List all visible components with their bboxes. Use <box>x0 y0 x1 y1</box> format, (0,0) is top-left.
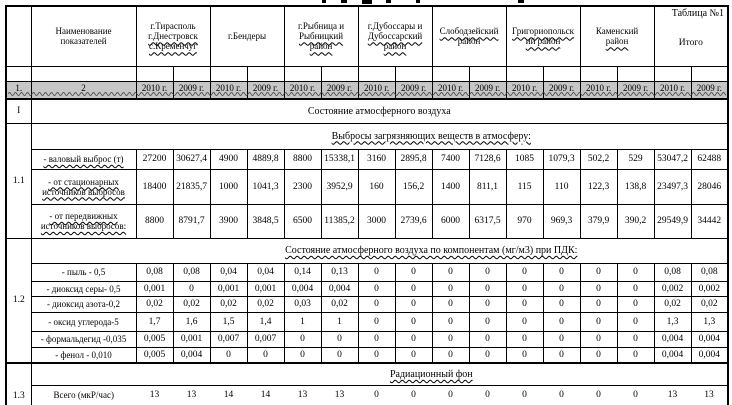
column-group-header <box>210 6 284 66</box>
value-cell: 2739,6 <box>395 204 432 238</box>
column-group-label-line: район <box>383 41 407 52</box>
value-cell: 0 <box>506 385 543 405</box>
value-cell: 390,2 <box>617 204 654 238</box>
value-cell: 1,4 <box>247 312 284 331</box>
row-label <box>31 347 136 363</box>
section-title <box>31 363 728 385</box>
value-cell: 0 <box>543 347 580 363</box>
section-title-text: Состояние атмосферного воздуха <box>307 105 451 117</box>
value-cell: 0,001 <box>247 281 284 296</box>
value-cell: 1000 <box>210 169 247 204</box>
column-group-label-line: Дубоссарский <box>367 31 423 42</box>
year-header-cell: 2009 г. <box>691 81 728 99</box>
value-cell: 0 <box>543 263 580 281</box>
row-label <box>31 312 136 331</box>
section-title <box>31 238 728 263</box>
empty-split-cell <box>580 66 617 81</box>
value-cell: 122,3 <box>580 169 617 204</box>
value-cell: 0 <box>617 296 654 312</box>
value-cell: 0,02 <box>654 296 691 312</box>
value-cell: 0,004 <box>691 331 728 347</box>
column-group-label-line: г.Днестровск <box>148 31 198 42</box>
value-cell: 0 <box>395 263 432 281</box>
column-group-header <box>136 6 210 66</box>
header-row-groups <box>6 6 728 66</box>
empty-split-cell <box>506 66 543 81</box>
value-cell: 0 <box>617 385 654 405</box>
year-header-cell: 2010 г. <box>654 81 691 99</box>
row-label-text: - пыль - 0,5 <box>61 267 106 277</box>
header-row-splits <box>6 66 728 81</box>
value-cell: 0 <box>580 296 617 312</box>
value-cell: 0,001 <box>210 281 247 296</box>
value-cell: 0 <box>580 385 617 405</box>
value-cell: 0,02 <box>321 296 358 312</box>
section-title-row <box>6 238 728 263</box>
value-cell: 0 <box>543 331 580 347</box>
value-cell: 0 <box>432 296 469 312</box>
value-cell: 0 <box>321 347 358 363</box>
value-cell: 0,08 <box>136 263 173 281</box>
row-label <box>31 385 136 405</box>
value-cell: 0,004 <box>691 347 728 363</box>
value-cell: 3160 <box>358 149 395 169</box>
empty-split-cell <box>321 66 358 81</box>
empty-split-cell <box>210 66 247 81</box>
value-cell: 0,007 <box>210 331 247 347</box>
value-cell: 0 <box>432 331 469 347</box>
value-cell: 0 <box>395 281 432 296</box>
value-cell: 1 <box>321 312 358 331</box>
value-cell: 0 <box>506 312 543 331</box>
value-cell: 0 <box>432 263 469 281</box>
value-cell: 0 <box>395 312 432 331</box>
value-cell: 13 <box>691 385 728 405</box>
column-group-label-line: Григориопольск <box>512 26 574 37</box>
value-cell: 0,04 <box>247 263 284 281</box>
column-group-header <box>580 6 654 66</box>
value-cell: 29549,9 <box>654 204 691 238</box>
value-cell: 7400 <box>432 149 469 169</box>
value-cell: 0 <box>395 331 432 347</box>
column-group-label-line: район <box>309 41 333 52</box>
value-cell: 0,14 <box>284 263 321 281</box>
value-cell: 4900 <box>210 149 247 169</box>
row-number-column-header <box>6 6 31 66</box>
row-label <box>31 263 136 281</box>
empty-split-cell <box>469 66 506 81</box>
value-cell: 0 <box>469 312 506 331</box>
year-header-cell: 2010 г. <box>506 81 543 99</box>
value-cell: 0 <box>358 331 395 347</box>
value-cell: 0,08 <box>654 263 691 281</box>
column-index-row <box>6 81 728 99</box>
row-label-text: - диоксид азота-0,2 <box>46 299 121 309</box>
value-cell: 0 <box>358 312 395 331</box>
year-header-cell: 2009 г. <box>173 81 210 99</box>
value-cell: 21835,7 <box>173 169 210 204</box>
year-header-cell: 2010 г. <box>432 81 469 99</box>
value-cell: 1,3 <box>654 312 691 331</box>
value-cell: 0 <box>543 385 580 405</box>
value-cell: 13 <box>173 385 210 405</box>
year-header-cell: 2010 г. <box>580 81 617 99</box>
value-cell: 0 <box>543 312 580 331</box>
data-row <box>6 263 728 281</box>
value-cell: 0 <box>469 331 506 347</box>
column-group-label-line: г.Дубоссары и <box>367 21 423 32</box>
value-cell: 0 <box>580 331 617 347</box>
year-header-cell: 2010 г. <box>136 81 173 99</box>
row-label-text: - валовый выброс (т) <box>43 154 124 164</box>
value-cell: 0 <box>580 263 617 281</box>
value-cell: 138,8 <box>617 169 654 204</box>
value-cell: 0 <box>284 347 321 363</box>
value-cell: 2300 <box>284 169 321 204</box>
data-row <box>6 312 728 331</box>
value-cell: 7128,6 <box>469 149 506 169</box>
value-cell: 0,13 <box>321 263 358 281</box>
value-cell: 0 <box>284 331 321 347</box>
value-cell: 1079,3 <box>543 149 580 169</box>
value-cell: 0,004 <box>321 281 358 296</box>
value-cell: 6500 <box>284 204 321 238</box>
section-number: 1.1 <box>6 123 31 238</box>
year-header-cell: 2009 г. <box>321 81 358 99</box>
value-cell: 23497,3 <box>654 169 691 204</box>
column-group-label-line: Каменский <box>595 26 639 37</box>
value-cell: 3952,9 <box>321 169 358 204</box>
value-cell: 0,02 <box>136 296 173 312</box>
value-cell: 379,9 <box>580 204 617 238</box>
year-header-cell: 2009 г. <box>395 81 432 99</box>
value-cell: 11385,2 <box>321 204 358 238</box>
value-cell: 0,004 <box>654 331 691 347</box>
column-group-label-line: район <box>605 36 629 47</box>
value-cell: 0 <box>580 312 617 331</box>
indicator-column-header: Наименование показателей <box>31 6 136 66</box>
value-cell: 0 <box>432 312 469 331</box>
value-cell: 1,6 <box>173 312 210 331</box>
value-cell: 2895,8 <box>395 149 432 169</box>
value-cell: 0 <box>469 347 506 363</box>
index-cell: 1. <box>6 81 31 99</box>
value-cell: 0,08 <box>691 263 728 281</box>
value-cell: 0 <box>395 296 432 312</box>
value-cell: 8791,7 <box>173 204 210 238</box>
value-cell: 0,004 <box>173 347 210 363</box>
value-cell: 0 <box>173 281 210 296</box>
year-header-cell: 2010 г. <box>284 81 321 99</box>
section-title-text: Радиационный фон <box>389 368 473 380</box>
value-cell: 13 <box>284 385 321 405</box>
value-cell: 0,004 <box>654 347 691 363</box>
column-group-label-line: Слободзейский <box>439 26 499 37</box>
section-title-text: Выбросы загрязняющих веществ в атмосферу: <box>331 130 531 142</box>
data-row <box>6 385 728 405</box>
year-header-cell: 2009 г. <box>247 81 284 99</box>
value-cell: 28046 <box>691 169 728 204</box>
value-cell: 969,3 <box>543 204 580 238</box>
value-cell: 0 <box>580 281 617 296</box>
year-header-cell: 2009 г. <box>469 81 506 99</box>
value-cell: 115 <box>506 169 543 204</box>
data-row <box>6 331 728 347</box>
value-cell: 0 <box>358 281 395 296</box>
value-cell: 0,04 <box>210 263 247 281</box>
value-cell: 1,3 <box>691 312 728 331</box>
value-cell: 0 <box>617 312 654 331</box>
row-label-text: - диоксид серы- 0,5 <box>46 283 121 294</box>
value-cell: 0,001 <box>136 281 173 296</box>
column-group-label-line: г.Тирасполь <box>150 21 196 32</box>
value-cell: 0 <box>358 296 395 312</box>
value-cell: 0 <box>469 263 506 281</box>
value-cell: 8800 <box>284 149 321 169</box>
row-label <box>31 169 136 204</box>
value-cell: 4889,8 <box>247 149 284 169</box>
empty-split-cell <box>247 66 284 81</box>
value-cell: 811,1 <box>469 169 506 204</box>
row-label <box>31 204 136 238</box>
column-group-header <box>432 6 506 66</box>
data-row <box>6 169 728 204</box>
section-number: 1.3 <box>6 363 31 405</box>
column-group-label-line: г.Бендеры <box>228 31 267 42</box>
section-number: I <box>6 99 31 123</box>
row-label <box>31 281 136 296</box>
value-cell: 0 <box>432 385 469 405</box>
data-row <box>6 281 728 296</box>
value-cell: 0 <box>543 296 580 312</box>
data-row <box>6 204 728 238</box>
value-cell: 30627,4 <box>173 149 210 169</box>
empty-split-cell <box>543 66 580 81</box>
value-cell: 529 <box>617 149 654 169</box>
column-group-label-line: г.Рыбница и <box>297 21 345 32</box>
value-cell: 0,03 <box>284 296 321 312</box>
report-table <box>5 5 729 405</box>
value-cell: 110 <box>543 169 580 204</box>
section-title <box>31 99 728 123</box>
value-cell: 13 <box>136 385 173 405</box>
value-cell: 0,004 <box>284 281 321 296</box>
data-row <box>6 347 728 363</box>
empty-split-cell <box>432 66 469 81</box>
value-cell: 15338,1 <box>321 149 358 169</box>
value-cell: 0,005 <box>136 331 173 347</box>
value-cell: 0 <box>395 385 432 405</box>
row-label-text: - фенол - 0,010 <box>55 349 112 360</box>
empty-split-cell <box>173 66 210 81</box>
row-label <box>31 296 136 312</box>
value-cell: 0 <box>469 385 506 405</box>
value-cell: 6317,5 <box>469 204 506 238</box>
value-cell: 0 <box>617 347 654 363</box>
index-cell: 2 <box>31 81 136 99</box>
value-cell: 13 <box>654 385 691 405</box>
value-cell: 3000 <box>358 204 395 238</box>
value-cell: 0 <box>210 347 247 363</box>
empty-split-cell <box>395 66 432 81</box>
value-cell: 970 <box>506 204 543 238</box>
column-group-header <box>284 6 358 66</box>
value-cell: 0 <box>617 263 654 281</box>
value-cell: 0,02 <box>247 296 284 312</box>
section-number: 1.2 <box>6 238 31 363</box>
value-cell: 34442 <box>691 204 728 238</box>
empty-split-cell <box>31 66 136 81</box>
column-group-label-line: ий район <box>525 36 561 47</box>
value-cell: 0 <box>543 281 580 296</box>
year-header-cell: 2009 г. <box>543 81 580 99</box>
value-cell: 0 <box>506 263 543 281</box>
value-cell: 0 <box>358 347 395 363</box>
value-cell: 0,005 <box>136 347 173 363</box>
value-cell: 6000 <box>432 204 469 238</box>
column-group-label: Итого <box>678 38 703 49</box>
value-cell: 8800 <box>136 204 173 238</box>
column-group-header <box>506 6 580 66</box>
year-header-cell: 2010 г. <box>358 81 395 99</box>
section-title-row <box>6 99 728 123</box>
value-cell: 0 <box>358 385 395 405</box>
value-cell: 0 <box>247 347 284 363</box>
value-cell: 1 <box>284 312 321 331</box>
value-cell: 18400 <box>136 169 173 204</box>
empty-split-cell <box>136 66 173 81</box>
value-cell: 156,2 <box>395 169 432 204</box>
value-cell: 0 <box>506 281 543 296</box>
empty-split-cell <box>284 66 321 81</box>
value-cell: 62488 <box>691 149 728 169</box>
value-cell: 502,2 <box>580 149 617 169</box>
value-cell: 0 <box>580 347 617 363</box>
empty-split-cell <box>6 66 31 81</box>
value-cell: 0,02 <box>173 296 210 312</box>
column-group-label-line: район <box>457 36 481 47</box>
section-title <box>31 123 728 149</box>
value-cell: 0 <box>506 296 543 312</box>
row-label-text: Всего (мкР/час) <box>53 390 114 401</box>
row-label <box>31 331 136 347</box>
value-cell: 13 <box>321 385 358 405</box>
value-cell: 0,02 <box>210 296 247 312</box>
value-cell: 1041,3 <box>247 169 284 204</box>
value-cell: 1,7 <box>136 312 173 331</box>
value-cell: 0 <box>358 263 395 281</box>
empty-split-cell <box>654 66 691 81</box>
value-cell: 0 <box>469 296 506 312</box>
value-cell: 0 <box>506 331 543 347</box>
value-cell: 160 <box>358 169 395 204</box>
column-group-label-line: Рыбницкий <box>298 31 344 42</box>
row-label <box>31 149 136 169</box>
table-caption: Таблица №1 <box>671 8 725 19</box>
empty-split-cell <box>691 66 728 81</box>
value-cell: 1085 <box>506 149 543 169</box>
value-cell: 0,007 <box>247 331 284 347</box>
value-cell: 0 <box>469 281 506 296</box>
value-cell: 53047,2 <box>654 149 691 169</box>
data-row <box>6 149 728 169</box>
value-cell: 0 <box>432 281 469 296</box>
column-group-header <box>358 6 432 66</box>
value-cell: 1400 <box>432 169 469 204</box>
year-header-cell: 2009 г. <box>617 81 654 99</box>
data-row <box>6 296 728 312</box>
value-cell: 0,002 <box>691 281 728 296</box>
empty-split-cell <box>358 66 395 81</box>
value-cell: 3848,5 <box>247 204 284 238</box>
row-label-text: - от стационарных источников выбросов <box>42 176 125 197</box>
value-cell: 0 <box>432 347 469 363</box>
value-cell: 0 <box>395 347 432 363</box>
section-title-text: Состояние атмосферного воздуха по компонентам (мг/м3) при ПДК: <box>285 245 578 256</box>
value-cell: 1,5 <box>210 312 247 331</box>
section-title-row <box>6 363 728 385</box>
value-cell: 0,02 <box>691 296 728 312</box>
value-cell: 0 <box>506 347 543 363</box>
row-label-text: - оксид углерода-5 <box>48 316 119 327</box>
empty-split-cell <box>617 66 654 81</box>
column-group-header <box>654 6 728 66</box>
value-cell: 14 <box>210 385 247 405</box>
value-cell: 0 <box>321 331 358 347</box>
value-cell: 14 <box>247 385 284 405</box>
value-cell: 3900 <box>210 204 247 238</box>
value-cell: 0,002 <box>654 281 691 296</box>
row-label-text: - от передвижных источников выбросов: <box>40 211 127 231</box>
year-header-cell: 2010 г. <box>210 81 247 99</box>
value-cell: 0,08 <box>173 263 210 281</box>
value-cell: 0 <box>617 331 654 347</box>
section-title-row <box>6 123 728 149</box>
column-group-label-line: с.Кременчуг <box>149 41 197 52</box>
row-label-text: - формальдегид -0,035 <box>40 334 127 344</box>
value-cell: 0,001 <box>173 331 210 347</box>
value-cell: 27200 <box>136 149 173 169</box>
value-cell: 0 <box>617 281 654 296</box>
